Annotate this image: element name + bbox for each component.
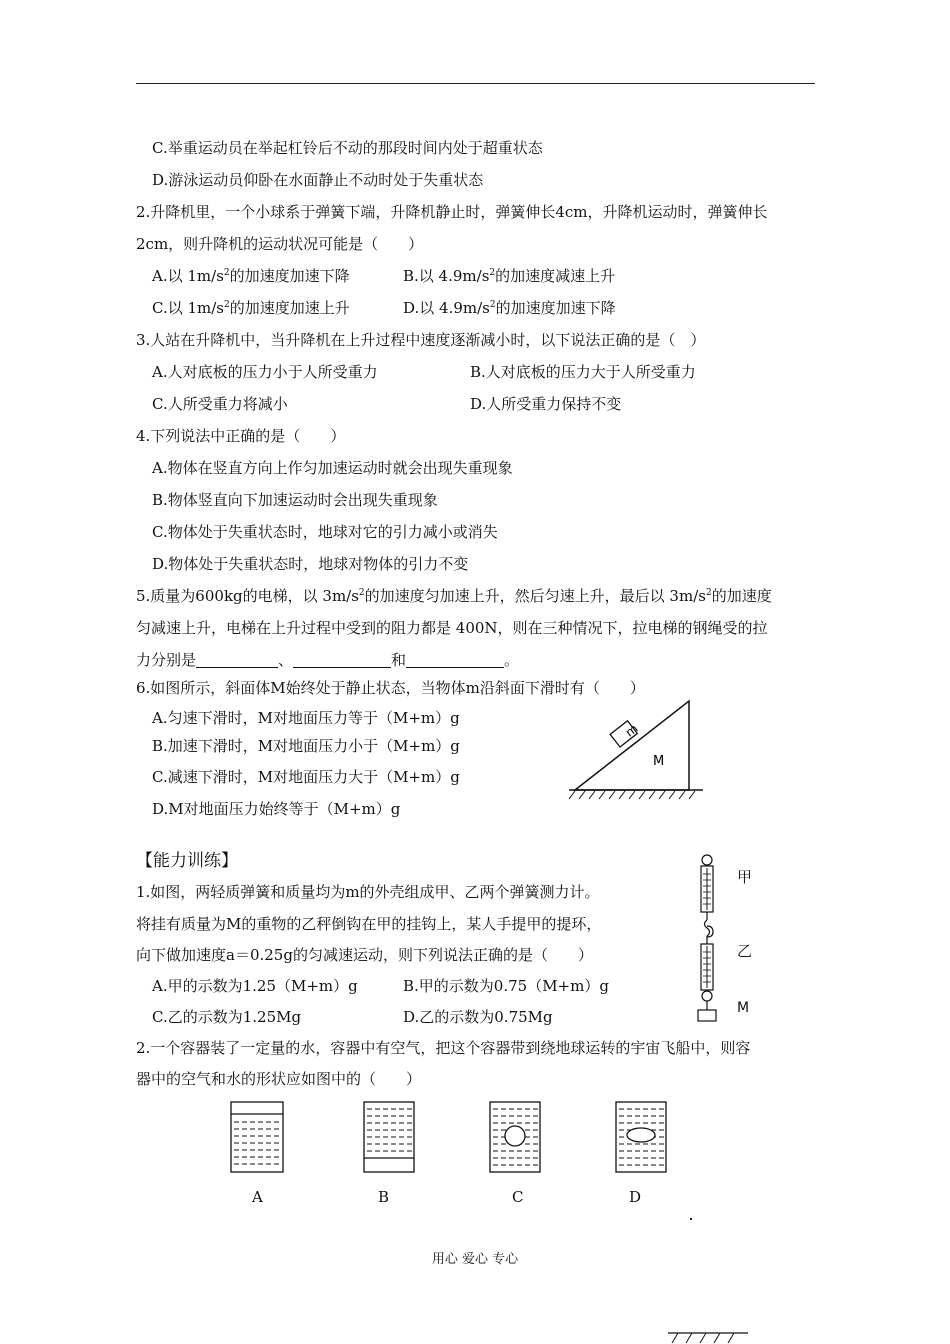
question-text: 力分别是 、 和 。 [136, 651, 520, 669]
page-footer: 用心 爱心 专心 [431, 1252, 519, 1267]
question-text: 器中的空气和水的形状应如图中的（ ） [136, 1070, 422, 1088]
option-text: A.以 $1m/s^2$的加速度加速下降 [152, 267, 350, 285]
question-text: 1.如图，两轻质弹簧和质量均为m的外壳组成甲、乙两个弹簧测力计。 [136, 883, 600, 901]
option-text: B.物体竖直向下加速运动时会出现失重现象 [152, 491, 438, 509]
stray-dot [690, 1218, 692, 1220]
air-bubble-round [505, 1126, 525, 1146]
option-text: B.以 $4.9m/s^2$的加速度减速上升 [403, 267, 616, 285]
option-text: A.人对底板的压力小于人所受重力 [152, 363, 378, 381]
question-text: 6.如图所示，斜面体M始终处于静止状态，当物体m沿斜面下滑时有（ ） [136, 679, 645, 697]
container-label: D [629, 1188, 642, 1206]
option-text: C.举重运动员在举起杠铃后不动的那段时间内处于超重状态 [152, 139, 543, 157]
question-text: 向下做加速度a＝0.25g的匀减速运动，则下列说法正确的是（ ） [136, 946, 593, 964]
incline-label-M: M [653, 754, 665, 769]
container-label: A [252, 1188, 263, 1206]
question-text: 2.升降机里，一个小球系于弹簧下端，升降机静止时，弹簧伸长4cm，升降机运动时，弹簧伸长 [136, 203, 768, 221]
label-weight: M [737, 1000, 750, 1016]
option-text: D.以 $4.9m/s^2$的加速度加速下降 [403, 299, 616, 317]
question-text: 4.下列说法中正确的是（ ） [136, 427, 346, 445]
weight-block [698, 1010, 716, 1021]
option-text: A.物体在竖直方向上作匀加速运动时就会出现失重现象 [152, 459, 513, 477]
option-text: C.物体处于失重状态时，地球对它的引力减小或消失 [152, 523, 498, 541]
label-jia: 甲 [737, 868, 753, 886]
label-yi: 乙 [737, 942, 753, 960]
option-text: D.M对地面压力始终等于（M+m）g [152, 800, 401, 818]
question-text: 2cm，则升降机的运动状况可能是（ ） [136, 235, 424, 253]
incline-triangle [575, 701, 689, 790]
air-bubble-oval [627, 1128, 655, 1142]
header-rule [136, 83, 815, 84]
answer-blank[interactable] [293, 651, 391, 668]
option-text: D.人所受重力保持不变 [470, 395, 622, 413]
option-text: C.乙的示数为1.25Mg [152, 1008, 302, 1026]
question-text: 3.人站在升降机中，当升降机在上升过程中速度逐渐减小时，以下说法正确的是（ ） [136, 331, 706, 349]
question-text: 匀减速上升，电梯在上升过程中受到的阻力都是 400N，则在三种情况下，拉电梯的钢绳受的拉 [136, 619, 768, 637]
section-heading: 【能力训练】 [136, 851, 238, 871]
answer-blank[interactable] [196, 651, 278, 668]
option-text: B.甲的示数为0.75（M+m）g [403, 977, 609, 995]
container-d [616, 1102, 666, 1172]
option-text: B.加速下滑时，M对地面压力小于（M+m）g [152, 737, 460, 755]
answer-blank[interactable] [406, 651, 504, 668]
option-text: D.物体处于失重状态时，地球对物体的引力不变 [152, 555, 469, 573]
option-text: B.人对底板的压力大于人所受重力 [470, 363, 696, 381]
container-c [490, 1102, 540, 1172]
spring-scale-diagram [690, 852, 765, 1027]
container-label: C [512, 1188, 524, 1206]
option-text: A.甲的示数为1.25（M+m）g [152, 977, 358, 995]
question-text: 5.质量为600kg的电梯，以 $3m/s^2$的加速度匀加速上升，然后匀速上升，最后以 $3m/s^2$的加速度 [136, 587, 772, 605]
option-text: C.以 $1m/s^2$的加速度加速上升 [152, 299, 350, 317]
bottom-fragment [660, 1326, 755, 1344]
option-text: C.人所受重力将减小 [152, 395, 288, 413]
option-text: A.匀速下滑时，M对地面压力等于（M+m）g [152, 709, 460, 727]
containers-diagram [228, 1100, 698, 1176]
option-text: D.游泳运动员仰卧在水面静止不动时处于失重状态 [152, 171, 484, 189]
block-label-m: m [622, 721, 641, 740]
question-text: 将挂有质量为M的重物的乙秤倒钩在甲的挂钩上，某人手提甲的提环， [136, 915, 602, 933]
container-b [364, 1102, 414, 1172]
option-text: D.乙的示数为0.75Mg [403, 1008, 553, 1026]
option-text: C.减速下滑时，M对地面压力大于（M+m）g [152, 768, 460, 786]
incline-diagram [565, 695, 710, 805]
question-text: 2.一个容器装了一定量的水，容器中有空气，把这个容器带到绕地球运转的宇宙飞船中，则容 [136, 1039, 751, 1057]
container-a [231, 1102, 283, 1172]
container-label: B [378, 1188, 390, 1206]
